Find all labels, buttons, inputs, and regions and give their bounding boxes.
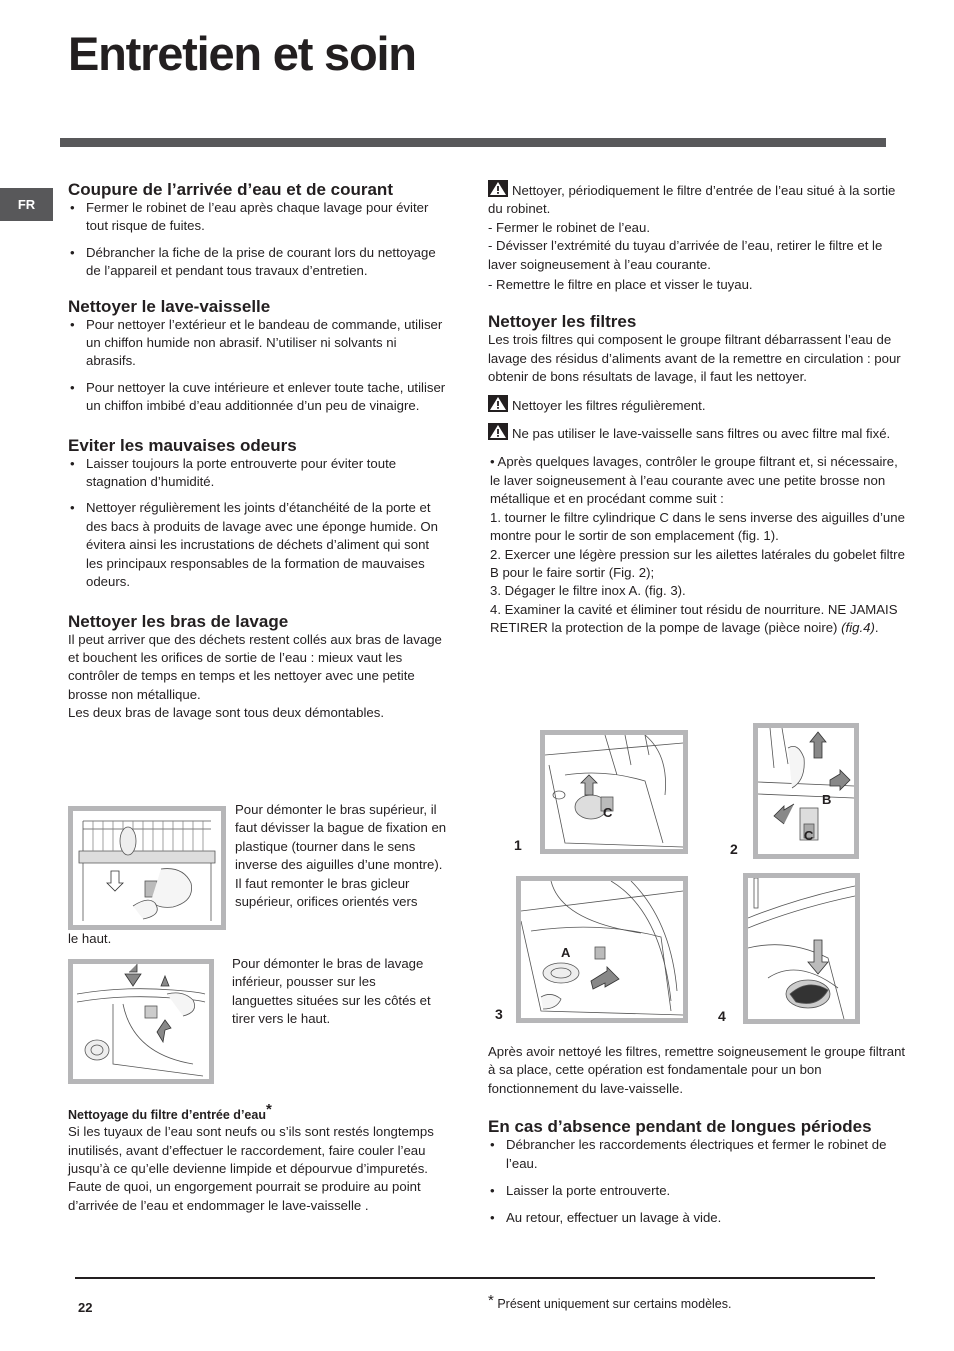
list-item: • Débrancher les raccordements électriques et fermer le robinet de l’eau. (488, 1136, 906, 1173)
filter-fig4-illustration (748, 878, 855, 1019)
figure-number: 4 (718, 1008, 726, 1024)
footnote-asterisk: * (488, 1292, 494, 1309)
list-item: • Au retour, effectuer un lavage à vide. (488, 1209, 906, 1227)
filter-fig2-illustration (758, 728, 854, 854)
filter-steps-intro: • Après quelques lavages, contrôler le groupe filtrant et, si nécessaire, le laver soigneusement à l’eau courante avec une petite brosse non métallique et en procédant comme suit : (490, 454, 898, 507)
filter-step-4: 4. Examiner la cavité et éliminer tout résidu de nourriture. NE JAMAIS RETIRER la protection de la pompe de lavage (pièce noire) (fig.4). (490, 601, 898, 636)
section-title-filters: Nettoyer les filtres (488, 312, 637, 332)
list-item: • Pour nettoyer la cuve intérieure et enlever toute tache, utiliser un chiffon imbibé d’eau additionnée d’un peu de vinaigre. (68, 379, 446, 416)
filter-step-1: 1. tourner le filtre cylindrique C dans le sens inverse des aiguilles d’une montre pour le sortir de son emplacement (fig. 1). (490, 509, 905, 544)
list-item: • Laisser toujours la porte entrouverte pour éviter toute stagnation d’humidité. (68, 455, 446, 492)
inlet-warning: Nettoyer, périodiquement le filtre d’entrée de l’eau situé à la sortie du robinet. (488, 180, 906, 219)
list-item: • Fermer le robinet de l’eau après chaque lavage pour éviter tout risque de fuites. (68, 199, 446, 236)
page-title: Entretien et soin (68, 27, 416, 80)
list-item: • Pour nettoyer l’extérieur et le bandeau de commande, utiliser un chiffon humide non abrasif. N’utiliser ni solvants ni abrasifs. (68, 316, 446, 371)
figure-number: 2 (730, 841, 738, 857)
title-rule (60, 138, 886, 147)
filter-steps (488, 453, 906, 637)
filter-fig3-illustration (521, 881, 683, 1018)
figure-number: 3 (495, 1006, 503, 1022)
section-title-odours: Eviter les mauvaises odeurs (68, 435, 297, 455)
section-title-water-power: Coupure de l’arrivée d’eau et de courant (68, 180, 393, 199)
section-title-clean-dishwasher: Nettoyer le lave-vaisselle (68, 296, 271, 316)
spray-arms-paragraph: Il peut arriver que des déchets restent collés aux bras de lavage et bouchent les orifices de sortie de l’eau : mieux vaut les contrôler de temps en temps et les nettoyer avec une petite brosse non métallique. (68, 631, 442, 702)
figure-number: 1 (514, 837, 522, 853)
absence-list (488, 1136, 906, 1228)
odours-list (68, 455, 446, 592)
warning-icon (488, 395, 508, 412)
filter-figure-2 (753, 723, 859, 859)
right-column (488, 180, 906, 638)
figure-label: C (804, 828, 814, 843)
upper-arm-text-tail (68, 930, 268, 948)
asterisk: * (265, 1101, 272, 1118)
inlet-step: - Remettre le filtre en place et visser le tuyau. (488, 277, 753, 293)
language-tab: FR (0, 188, 53, 221)
filter-step-2: 2. Exercer une légère pression sur les ailettes latérales du gobelet filtre B pour le faire sortir (Fig. 2); (490, 546, 905, 580)
filters-warning-1: Nettoyer les filtres régulièrement. (488, 395, 906, 415)
warning-icon (488, 423, 508, 440)
section-title-absence: En cas d’absence pendant de longues périodes (488, 1117, 872, 1137)
footnote-text: Présent uniquement sur certains modèles. (497, 1297, 732, 1311)
list-item: • Nettoyer régulièrement les joints d’étanchéité de la porte et des bacs à produits de lavage avec une éponge humide. On évitera ainsi les incrustations de déchets d’aliment qui sont les principaux responsables de la formation de mauvaises odeurs. (68, 499, 446, 591)
left-column (68, 180, 446, 723)
figure-label: A (561, 945, 571, 960)
water-power-list (68, 199, 446, 281)
inlet-step: - Dévisser l’extrémité du tuyau d’arrivée de l’eau, retirer le filtre et le laver soigneusement à l’eau courante. (488, 238, 883, 272)
figure-label: B (822, 792, 832, 807)
upper-arm-text-block (235, 801, 447, 911)
filter-figure-3 (516, 876, 688, 1023)
filter-fig1-illustration (545, 735, 683, 849)
lower-arm-text-block (232, 955, 432, 1029)
lower-spray-arm-illustration (73, 964, 209, 1079)
footer-rule (75, 1277, 875, 1279)
lower-spray-arm-figure (68, 959, 214, 1084)
filter-figure-4 (743, 873, 860, 1024)
list-item: • Laisser la porte entrouverte. (488, 1182, 906, 1200)
inlet-filter-section (68, 1102, 446, 1215)
upper-spray-arm-illustration (73, 811, 221, 925)
filter-step-3: 3. Dégager le filtre inox A. (fig. 3). (490, 583, 686, 599)
inlet-filter-paragraph: Si les tuyaux de l’eau sont neufs ou s’ils sont restés longtemps inutilisés, avant d’effectuer le raccordement, faire couler l’eau jusqu’à ce qu’elle devienne limpide et dépourvue d’impuretés. Faute de quoi, un engorgement pourrait se produire au point d’arrivée de l’eau et endommager le lave-vaisselle . (68, 1124, 434, 1213)
list-item: • Débrancher la fiche de la prise de courant lors du nettoyage de l’appareil et pendant tous travaux d’entretien. (68, 244, 446, 281)
clean-dishwasher-list (68, 316, 446, 416)
right-lower-block (488, 1043, 906, 1228)
footnote (488, 1292, 731, 1311)
upper-arm-instructions-tail: le haut. (68, 931, 112, 946)
upper-arm-instructions: Pour démonter le bras supérieur, il faut dévisser la bague de fixation en plastique (tourner dans le sens inverse des aiguilles d’une montre). Il faut remonter le bras gicleur supérieur, orifices orientés vers (235, 802, 447, 910)
figure-label: C (603, 805, 613, 820)
upper-spray-arm-figure (68, 806, 226, 930)
after-filters-paragraph: Après avoir nettoyé les filtres, remettre soigneusement le groupe filtrant à sa place, cette opération est fondamentale pour un bon fonctionnement du lave-vaisselle. (488, 1044, 906, 1096)
warning-icon (488, 180, 508, 197)
section-title-spray-arms: Nettoyer les bras de lavage (68, 611, 289, 631)
filters-warning-2: Ne pas utiliser le lave-vaisselle sans filtres ou avec filtre mal fixé. (488, 423, 906, 443)
filters-intro: Les trois filtres qui composent le groupe filtrant débarrassent l’eau de lavage des résidus d’aliments avant de la remettre en circulation : pour obtenir de bons résultats de lavage, il faut les nettoyer. (488, 332, 901, 385)
lower-arm-instructions: Pour démonter le bras de lavage inférieur, pousser sur les languettes situées sur les côtés et tirer vers le haut. (232, 956, 431, 1027)
filter-figure-1 (540, 730, 688, 854)
page-number: 22 (78, 1300, 93, 1315)
inlet-step: - Fermer le robinet de l’eau. (488, 219, 650, 235)
section-title-inlet-filter: Nettoyage du filtre d’entrée d’eau* (68, 1101, 272, 1123)
spray-arms-removable: Les deux bras de lavage sont tous deux démontables. (68, 705, 384, 721)
